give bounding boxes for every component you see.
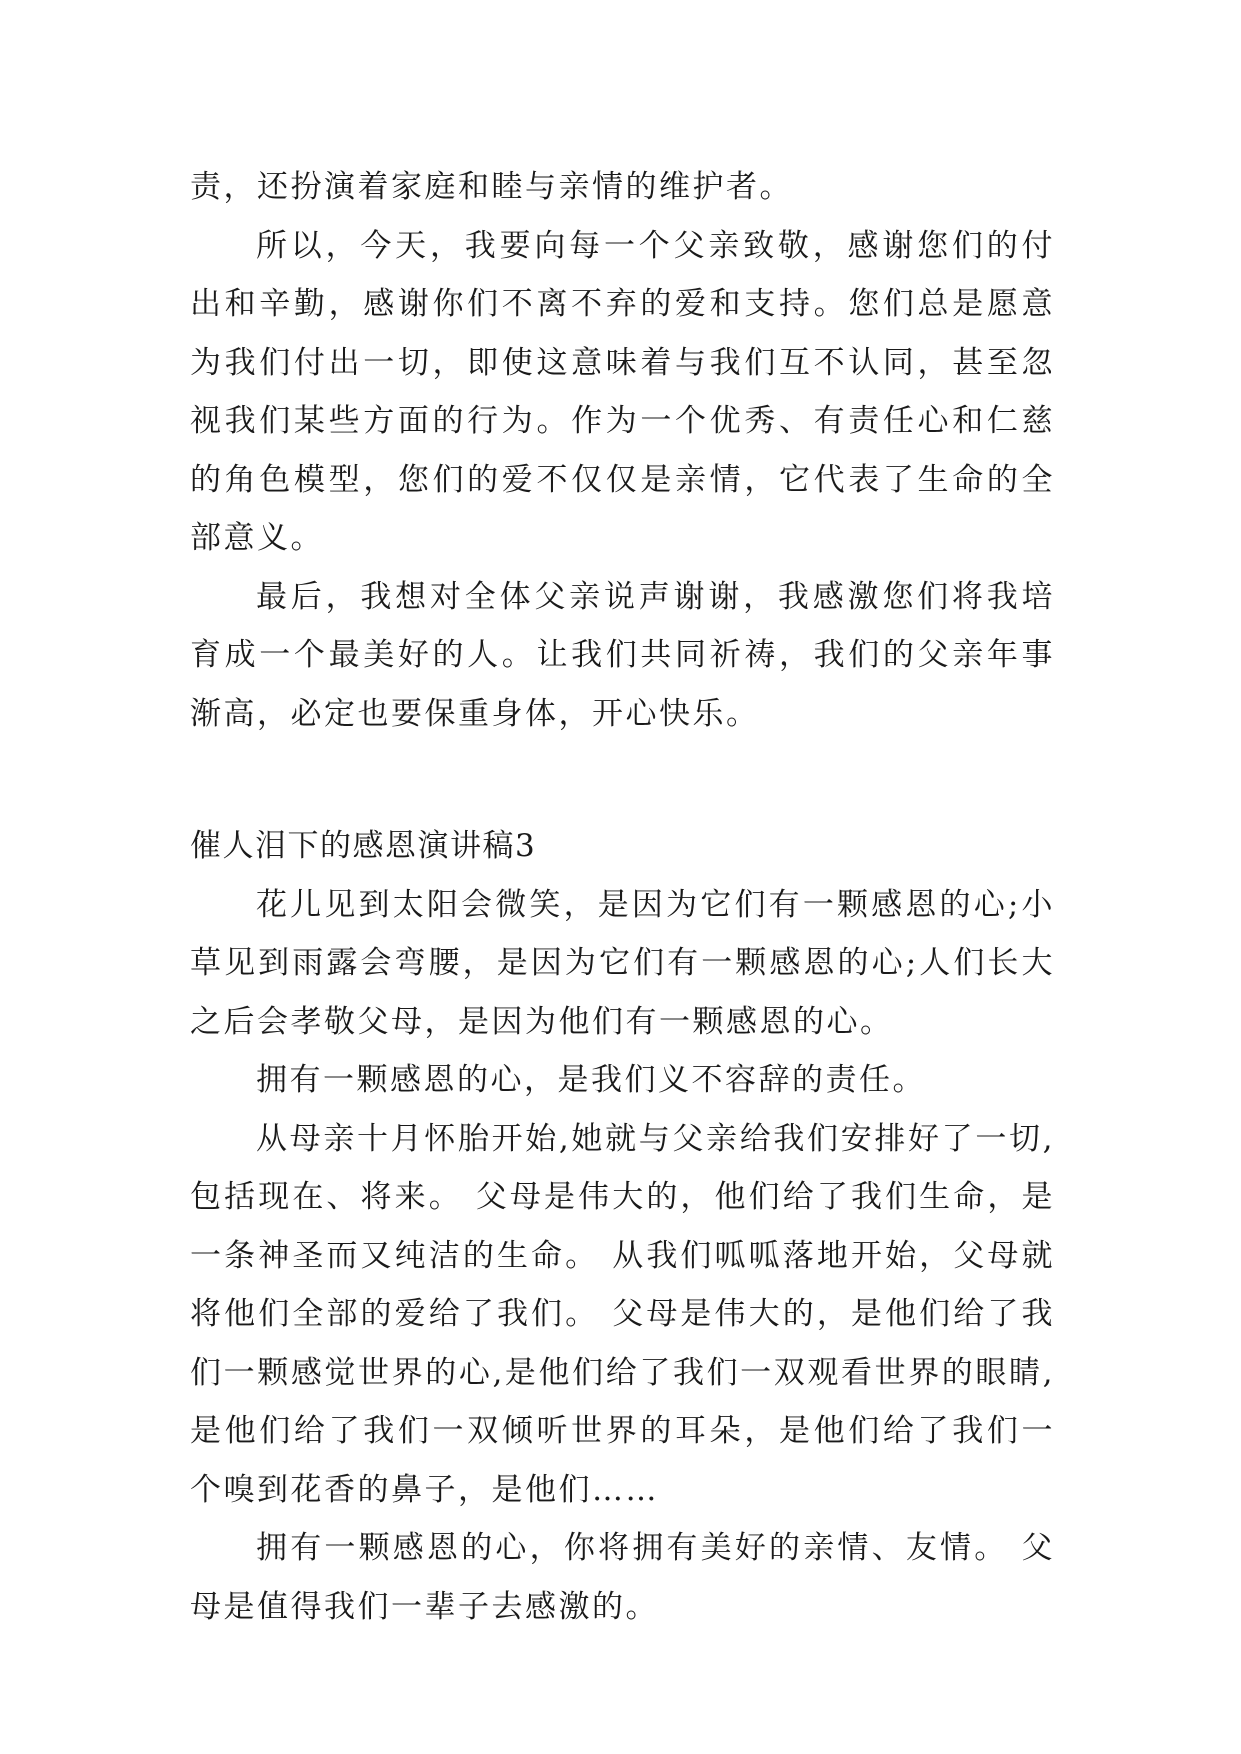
paragraph-grateful-heart: 拥有一颗感恩的心，你将拥有美好的亲情、友情。 父母是值得我们一辈子去感激的。 <box>190 1530 1055 1625</box>
paragraph-responsibility: 拥有一颗感恩的心，是我们义不容辞的责任。 <box>256 1062 926 1098</box>
paragraph-tribute: 所以，今天，我要向每一个父亲致敬，感谢您们的付出和辛勤，感谢你们不离不弃的爱和支持。您们总是愿意为我们付出一切，即使这意味着与我们互不认同，甚至忽视我们某些方面的行为。作为一个优秀、有责任心和仁慈的角色模型，您们的爱不仅仅是亲情，它代表了生命的全部意义。 <box>190 227 1055 556</box>
section-title: 催人泪下的感恩演讲稿3 <box>190 828 537 864</box>
paragraph-closing-thanks: 最后，我想对全体父亲说声谢谢，我感激您们将我培育成一个最美好的人。让我们共同祈祷，我们的父亲年事渐高，必定也要保重身体，开心快乐。 <box>190 578 1055 732</box>
paragraph-continuation: 责，还扮演着家庭和睦与亲情的维护者。 <box>190 169 793 205</box>
document-body <box>190 158 1055 1636</box>
paragraph-flowers-grass: 花儿见到太阳会微笑，是因为它们有一颗感恩的心;小草见到雨露会弯腰，是因为它们有一颗感恩的心;人们长大之后会孝敬父母，是因为他们有一颗感恩的心。 <box>190 886 1055 1040</box>
paragraph-parents-great: 从母亲十月怀胎开始,她就与父亲给我们安排好了一切,包括现在、将来。 父母是伟大的，他们给了我们生命，是一条神圣而又纯洁的生命。 从我们呱呱落地开始，父母就将他们全部的爱给了我们。 父母是伟大的，是他们给了我们一颗感觉世界的心,是他们给了我们一双观看世界的眼睛,是他们给了我们一双倾听世界的耳朵，是他们给了我们一个嗅到花香的鼻子，是他们…… <box>190 1120 1055 1508</box>
